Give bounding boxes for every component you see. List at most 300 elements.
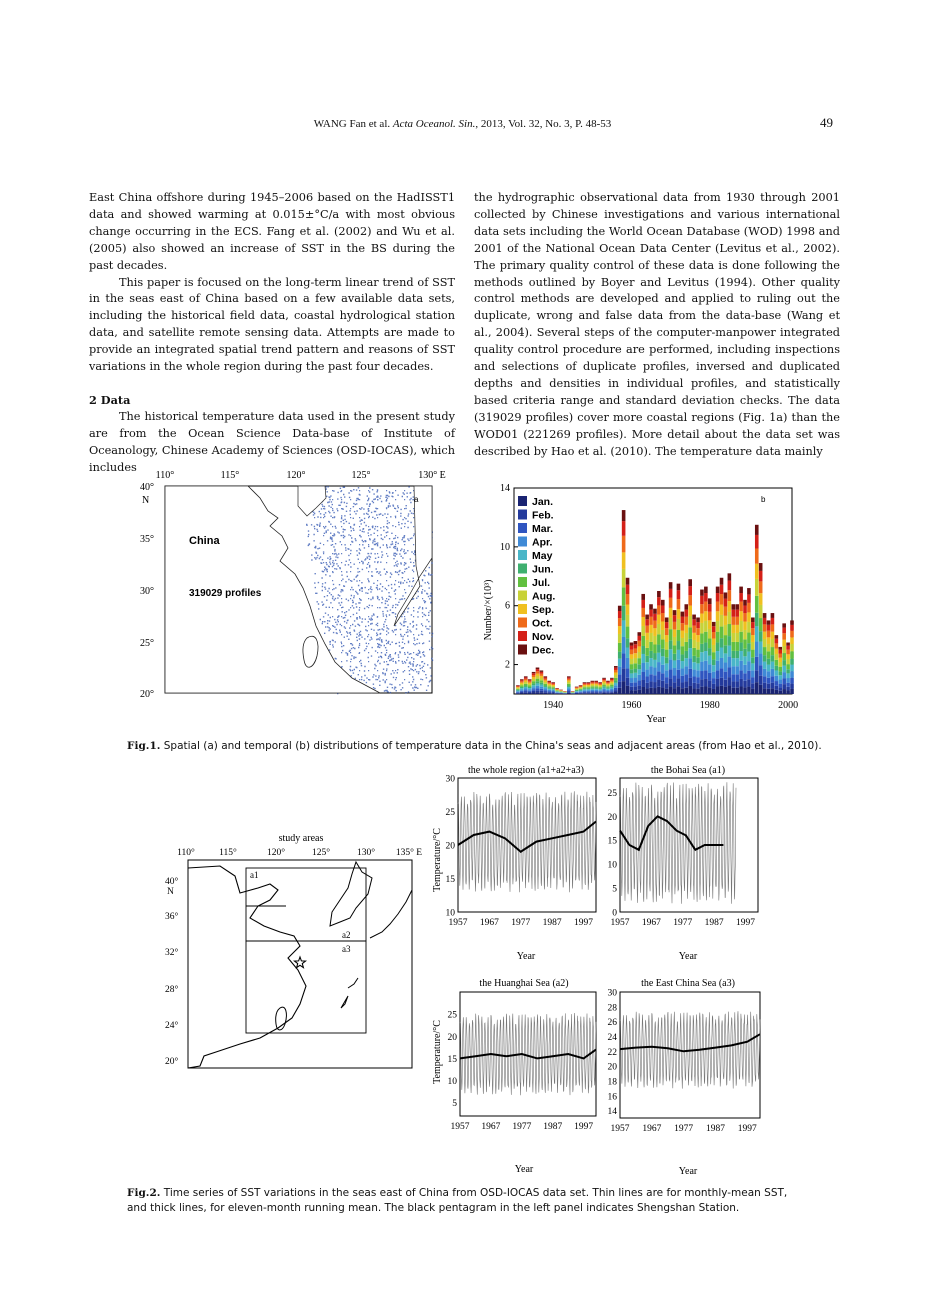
bar-segment <box>786 650 790 655</box>
bar-segment <box>524 677 528 678</box>
y-tick-label: 15 <box>607 836 617 847</box>
bar-segment <box>724 616 728 625</box>
bar-segment <box>532 689 536 691</box>
bar-segment <box>626 585 630 594</box>
y-tick-label: 15 <box>445 875 455 885</box>
bar-segment <box>775 654 779 660</box>
bar-segment <box>704 621 708 632</box>
bar-segment <box>759 581 763 593</box>
bar-segment <box>724 663 728 672</box>
bar-segment <box>677 686 681 694</box>
bar-segment <box>516 685 520 686</box>
bar-segment <box>696 677 700 683</box>
bar-segment <box>653 621 657 629</box>
bar-segment <box>657 615 661 624</box>
legend-label: Nov. <box>532 631 554 643</box>
bar-segment <box>583 692 587 693</box>
bar-segment <box>622 668 626 681</box>
bar-segment <box>618 606 622 611</box>
bar-segment <box>692 683 696 689</box>
bar-segment <box>782 672 786 678</box>
bar-segment <box>626 686 630 694</box>
bar-segment <box>594 684 598 685</box>
bar-segment <box>649 674 653 681</box>
bar-segment <box>786 687 790 691</box>
bar-segment <box>598 691 602 692</box>
bar-segment <box>775 649 779 654</box>
bar-segment <box>763 613 767 618</box>
bar-segment <box>739 587 743 593</box>
bar-segment <box>634 687 638 691</box>
bar-segment <box>653 688 657 694</box>
bar-segment <box>716 632 720 643</box>
legend-swatch <box>518 510 527 520</box>
bar-segment <box>669 589 673 598</box>
bar-segment <box>637 632 641 636</box>
bar-1960 <box>630 643 634 695</box>
bar-segment <box>692 633 696 640</box>
bar-segment <box>731 617 735 625</box>
bar-segment <box>622 521 626 536</box>
bar-segment <box>731 666 735 674</box>
fig1a-profile-map <box>120 466 450 698</box>
bar-segment <box>681 623 685 630</box>
bar-segment <box>540 685 544 687</box>
bar-segment <box>630 659 634 664</box>
bar-segment <box>547 693 551 694</box>
bar-segment <box>708 598 712 604</box>
bar-segment <box>684 625 688 633</box>
bar-1939 <box>547 681 551 694</box>
legend-swatch <box>518 577 527 587</box>
bar-segment <box>677 619 681 630</box>
bar-segment <box>528 689 532 690</box>
bar-segment <box>731 681 735 687</box>
bar-segment <box>755 596 759 613</box>
profiles-label: 319029 profiles <box>189 588 262 599</box>
bar-segment <box>763 632 767 639</box>
bar-segment <box>598 693 602 694</box>
bar-segment <box>692 669 696 676</box>
bar-segment <box>688 639 692 648</box>
bar-segment <box>696 642 700 650</box>
bar-segment <box>665 628 669 635</box>
x-tick-label: 1940 <box>543 700 564 711</box>
bar-segment <box>790 625 794 631</box>
bar-segment <box>688 669 692 678</box>
bar-segment <box>520 683 524 684</box>
bar-segment <box>551 688 555 689</box>
bar-segment <box>598 692 602 693</box>
bar-segment <box>622 606 626 621</box>
bar-segment <box>661 681 665 688</box>
bar-segment <box>747 594 751 602</box>
bar-segment <box>575 692 579 693</box>
bar-segment <box>547 686 551 687</box>
bar-1959 <box>626 578 630 694</box>
bar-segment <box>630 646 634 650</box>
bar-segment <box>786 669 790 673</box>
bar-segment <box>786 678 790 683</box>
bar-segment <box>708 620 712 629</box>
bar-segment <box>731 642 735 651</box>
bar-segment <box>786 664 790 669</box>
bar-segment <box>778 684 782 688</box>
bar-segment <box>634 690 638 694</box>
bar-segment <box>516 686 520 687</box>
bar-segment <box>688 586 692 595</box>
bar-segment <box>645 662 649 669</box>
bar-segment <box>551 684 555 685</box>
bar-segment <box>528 685 532 686</box>
x-tick-label: 1977 <box>674 1124 694 1134</box>
bar-segment <box>716 686 720 694</box>
y-tick-label: 25 <box>445 808 455 818</box>
bar-segment <box>677 641 681 650</box>
bar-segment <box>587 690 591 691</box>
bar-segment <box>630 654 634 659</box>
right-text-column <box>474 190 840 461</box>
bar-segment <box>790 644 794 651</box>
bar-segment <box>763 647 767 655</box>
bar-segment <box>622 510 626 521</box>
bar-segment <box>712 622 716 626</box>
bar-segment <box>579 693 583 694</box>
bar-segment <box>692 619 696 625</box>
bar-segment <box>669 629 673 640</box>
legend-swatch <box>518 604 527 614</box>
bar-segment <box>775 686 779 690</box>
bar-segment <box>747 643 751 651</box>
bar-segment <box>743 687 747 694</box>
bar-segment <box>747 588 751 594</box>
panel-east-china-sea <box>594 972 764 1178</box>
bar-segment <box>591 682 595 683</box>
lat-label: 40° <box>140 482 154 493</box>
bar-segment <box>665 650 669 658</box>
bar-segment <box>626 638 630 647</box>
bar-segment <box>751 657 755 663</box>
bar-segment <box>743 649 747 657</box>
bar-segment <box>712 632 716 638</box>
bar-segment <box>669 598 673 608</box>
bar-1983 <box>720 578 724 694</box>
bar-segment <box>634 669 638 673</box>
y-tick-label: 20 <box>607 1062 617 1073</box>
bar-1997 <box>775 635 779 694</box>
bar-segment <box>602 686 606 687</box>
legend-label: May <box>532 550 553 562</box>
bar-segment <box>583 690 587 691</box>
bar-segment <box>587 692 591 693</box>
bar-1942 <box>559 690 563 694</box>
bar-segment <box>610 686 614 687</box>
bar-segment <box>720 594 724 604</box>
bar-segment <box>692 626 696 633</box>
bar-segment <box>630 643 634 646</box>
bar-segment <box>688 658 692 668</box>
bar-segment <box>763 639 767 647</box>
bar-1978 <box>700 590 704 694</box>
bar-segment <box>598 684 602 685</box>
bar-segment <box>634 673 638 678</box>
bar-segment <box>728 624 732 636</box>
bar-1974 <box>684 604 688 694</box>
bar-1956 <box>614 666 618 694</box>
bar-segment <box>583 684 587 685</box>
bar-segment <box>696 657 700 663</box>
bar-segment <box>782 684 786 689</box>
bar-segment <box>700 604 704 613</box>
bar-segment <box>775 676 779 681</box>
bar-segment <box>544 677 548 678</box>
legend-swatch <box>518 631 527 641</box>
bar-segment <box>618 611 622 618</box>
bar-segment <box>684 633 688 642</box>
map-frame <box>165 486 433 694</box>
bar-1932 <box>520 679 524 694</box>
bar-segment <box>520 691 524 692</box>
bar-segment <box>767 678 771 684</box>
bar-segment <box>583 685 587 686</box>
bar-segment <box>591 685 595 686</box>
bar-segment <box>591 692 595 693</box>
bar-1957 <box>618 606 622 694</box>
bar-segment <box>618 659 622 667</box>
bar-segment <box>700 596 704 604</box>
bar-segment <box>602 688 606 689</box>
bar-1969 <box>665 617 669 694</box>
y-axis-label: Temperature/°C <box>432 828 443 892</box>
bar-segment <box>602 689 606 690</box>
bar-segment <box>790 631 794 638</box>
region-label-a2: a2 <box>342 930 351 940</box>
bar-segment <box>763 655 767 661</box>
bar-segment <box>778 675 782 679</box>
bar-segment <box>739 611 743 621</box>
bar-segment <box>696 622 700 628</box>
bar-1994 <box>763 613 767 694</box>
bar-segment <box>665 617 669 622</box>
bar-segment <box>649 633 653 642</box>
section-heading: 2 Data <box>89 392 131 407</box>
bar-segment <box>775 635 779 639</box>
legend-swatch <box>518 618 527 628</box>
header-journal: Acta Oceanol. Sin. <box>392 118 476 130</box>
bar-segment <box>673 682 677 688</box>
lat-label: 36° <box>165 912 179 922</box>
bar-segment <box>591 686 595 687</box>
bar-segment <box>630 690 634 694</box>
bar-segment <box>516 693 520 694</box>
bar-1966 <box>653 609 657 694</box>
x-axis-label: Year <box>678 1166 698 1177</box>
bar-segment <box>684 688 688 694</box>
bar-segment <box>728 601 732 612</box>
lon-label: 130° <box>356 848 376 858</box>
bar-segment <box>743 656 747 664</box>
bar-segment <box>579 691 583 692</box>
bar-segment <box>634 641 638 644</box>
bar-segment <box>657 605 661 614</box>
bar-segment <box>567 690 571 691</box>
bar-1975 <box>688 579 692 694</box>
bar-segment <box>743 630 747 639</box>
bar-segment <box>720 627 724 639</box>
bar-segment <box>649 610 653 617</box>
bar-segment <box>747 612 751 622</box>
bar-segment <box>524 676 528 677</box>
bar-segment <box>630 683 634 687</box>
bar-segment <box>555 690 559 691</box>
lon-label: 120° <box>266 848 286 858</box>
bar-segment <box>731 633 735 642</box>
bar-segment <box>790 637 794 644</box>
lon-label: 115° <box>220 470 240 481</box>
bar-segment <box>591 690 595 691</box>
bar-segment <box>618 682 622 688</box>
bar-segment <box>536 683 540 685</box>
bar-segment <box>634 678 638 683</box>
bar-segment <box>614 683 618 686</box>
bar-segment <box>657 597 661 605</box>
bar-segment <box>665 677 669 683</box>
bar-segment <box>739 602 743 612</box>
bar-1980 <box>708 598 712 694</box>
bar-segment <box>778 647 782 650</box>
running-head <box>0 118 925 130</box>
bar-segment <box>547 689 551 690</box>
bar-segment <box>583 682 587 683</box>
y-tick-label: 14 <box>500 483 510 494</box>
bar-segment <box>688 627 692 638</box>
legend-label: Jun. <box>532 563 554 576</box>
bar-segment <box>790 651 794 658</box>
bar-segment <box>520 684 524 685</box>
bar-segment <box>606 683 610 684</box>
y-tick-label: 10 <box>445 908 455 919</box>
bar-segment <box>720 648 724 658</box>
bar-segment <box>598 688 602 689</box>
bar-segment <box>696 663 700 670</box>
bar-segment <box>782 633 786 639</box>
bar-segment <box>716 587 720 593</box>
bar-segment <box>669 659 673 669</box>
bar-segment <box>751 670 755 677</box>
bar-segment <box>575 692 579 693</box>
bar-segment <box>786 683 790 687</box>
x-tick-label: 1960 <box>621 700 642 711</box>
bar-segment <box>720 678 724 686</box>
y-tick-label: 2 <box>505 659 510 671</box>
bar-segment <box>520 692 524 693</box>
bar-segment <box>575 693 579 694</box>
bar-segment <box>610 688 614 689</box>
fig1b-profile-count-chart <box>478 480 798 730</box>
bar-segment <box>763 662 767 669</box>
bar-segment <box>728 657 732 668</box>
bar-segment <box>704 642 708 651</box>
bar-segment <box>681 612 685 617</box>
bar-segment <box>630 664 634 669</box>
bar-segment <box>551 682 555 683</box>
bar-1955 <box>610 678 614 694</box>
bar-segment <box>692 656 696 662</box>
bar-segment <box>704 602 708 612</box>
bar-segment <box>540 692 544 694</box>
bar-segment <box>653 653 657 660</box>
bar-1987 <box>735 604 739 694</box>
bar-segment <box>657 680 661 687</box>
bar-segment <box>771 688 775 694</box>
bar-1973 <box>681 612 685 694</box>
bar-segment <box>790 678 794 684</box>
bar-segment <box>657 634 661 644</box>
bar-1962 <box>637 632 641 694</box>
bar-segment <box>786 643 790 646</box>
panel-label: a <box>414 495 419 504</box>
bar-segment <box>739 651 743 661</box>
bar-segment <box>720 638 724 647</box>
bar-segment <box>653 636 657 645</box>
bar-1933 <box>524 676 528 694</box>
bar-segment <box>575 688 579 689</box>
bar-segment <box>704 593 708 602</box>
bar-segment <box>778 679 782 683</box>
bar-segment <box>712 689 716 694</box>
bar-segment <box>712 659 716 665</box>
bar-segment <box>673 615 677 622</box>
bar-segment <box>583 687 587 688</box>
bar-1938 <box>544 676 548 694</box>
bar-1936 <box>536 668 540 694</box>
bar-segment <box>782 623 786 627</box>
bar-segment <box>587 682 591 683</box>
legend-swatch <box>518 591 527 601</box>
bar-segment <box>755 564 759 579</box>
bar-segment <box>771 613 775 618</box>
bar-segment <box>735 604 739 609</box>
bar-segment <box>532 672 536 673</box>
bar-segment <box>724 653 728 662</box>
bar-segment <box>767 689 771 694</box>
bar-segment <box>759 593 763 605</box>
bar-segment <box>544 689 548 691</box>
legend-label: Feb. <box>532 509 554 522</box>
bar-segment <box>771 655 775 661</box>
bar-segment <box>594 686 598 687</box>
bar-segment <box>532 691 536 693</box>
bar-segment <box>782 666 786 672</box>
bar-segment <box>649 658 653 666</box>
bar-segment <box>622 552 626 569</box>
bar-segment <box>547 684 551 685</box>
paragraph: the hydrographic observational data from 1930 through 2001 collected by Chinese investigations and various international data sets including the World Ocean Database (WOD) 1998 and 2001 of the National Ocean Data Center (Levitus et al., 2002). The primary quality control of these data is done following the methods outlined by Boyer and Levitus (1994). Other quality control methods are developed and applied to ruling out the duplicate, wrong and false data from the data-base (Wang et al., 2004). Several steps of the computer-manpower integrated quality control procedure are performed, including inspections and selections of duplicate profiles, inversed and duplicated depths and densities in individual profiles, and statistically based criteria range and standard deviation checks. The data (319029 profiles) cover more coastal regions (Fig. 1a) than the WOD01 (221269 profiles). More detail about the data set was described by Hao et al. (2010). The temperature data mainly <box>474 191 840 458</box>
bar-segment <box>606 691 610 692</box>
bar-segment <box>579 685 583 686</box>
bar-segment <box>567 693 571 694</box>
caption-label: Fig.1. <box>127 740 161 752</box>
bar-1989 <box>743 600 747 694</box>
bar-segment <box>747 652 751 662</box>
bar-segment <box>747 661 751 671</box>
panel-huanghai-sea <box>430 972 594 1178</box>
bar-segment <box>786 646 790 650</box>
bar-segment <box>665 635 669 642</box>
bar-segment <box>602 683 606 685</box>
bar-segment <box>786 673 790 678</box>
bar-segment <box>602 680 606 681</box>
